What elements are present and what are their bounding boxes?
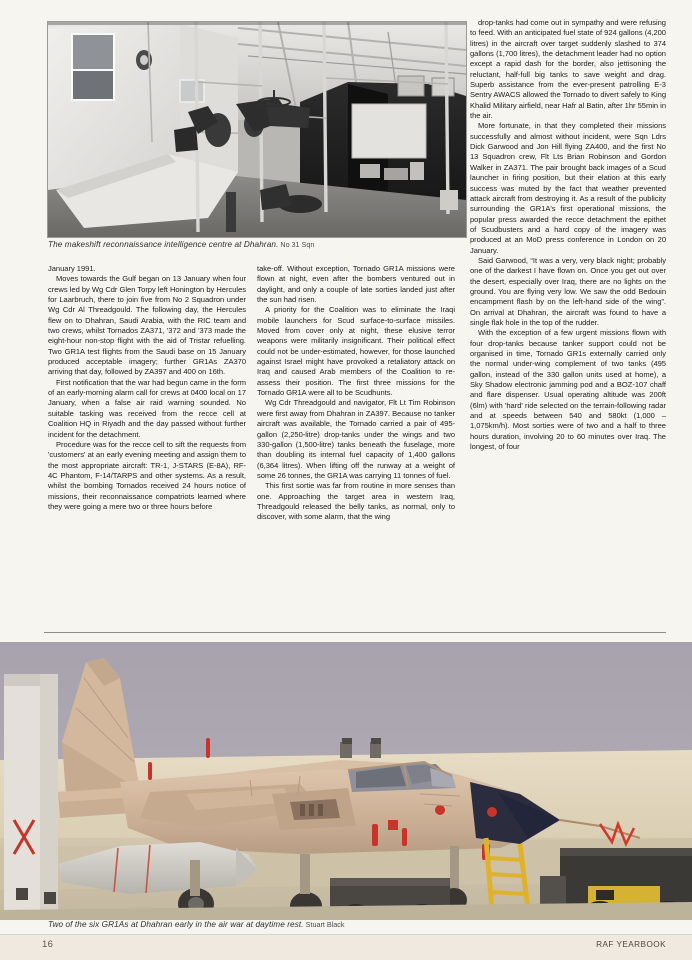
paragraph: More fortunate, in that they completed their missions successfully and almost without incident, were Sqn Ldrs Dick Garwood and Jon Hill flying ZA400, and the first No 13 Squadron crew, Flt Lts Brian Robinson and Gordon Walker in ZA371. The pair brought back images of a Scud launcher in firing position, but their elation at this early success was muted by the fact that weather prevented attack aircraft from destroying it. As a result of the publicity surrounding the GR1A's first operational missions, the popular press awarded the recce detachment the epithet of Scudbusters and a hard copy of the imagery was produced at an MoD press conference in London on 20 January. <box>470 121 666 255</box>
paragraph: take-off. Without exception, Tornado GR1A missions were flown at night, even after the bombers ventured out in daylight, and only a couple of late sorties landed just after the sun had risen. <box>257 264 455 305</box>
recce-centre-photo <box>47 21 467 238</box>
section-divider <box>44 632 666 633</box>
page-footer <box>0 934 692 960</box>
article-column-two <box>257 264 455 626</box>
top-caption-credit: No 31 Sqn <box>280 240 315 249</box>
paragraph: A priority for the Coalition was to eliminate the Iraqi mobile launchers for Scud surface-to-surface missiles. Moved from cover only at night, these elusive terror weapons were militarily insignificant. Their political effect could not be under-estimated, however, for those launched against Israel might have provoked a retaliatory attack on Iraq and caused Arab members of the Coalition to re-assess their position. The first three missions for the Tornado GR1A were all to be Scudhunts. <box>257 305 455 398</box>
paragraph: First notification that the war had begun came in the form of an early-morning alarm call for crews at 0400 local on 17 January, when a false air raid warning sounded. No suitable tasking was received from the recce cell at Coalition HQ in Riyadh and the day passed without further incident for the detachment. <box>48 377 246 439</box>
paragraph: Moves towards the Gulf began on 13 January when four crews led by Wg Cdr Glen Torpy left Honington by Hercules for Laarbruch, there to join five from No 2 Squadron under Wg Cdr Al Threadgould. The following day, the Hercules flew on to Dhahran, Saudi Arabia, with the RIC team and two crews, whilst Tornados ZA371, '372 and '373 made the eight-hour non-stop flight with the aid of Tristar refuelling. Two GR1A test flights from the Saudi base on 15 January produced acceptable imagery; further GR1As ZA370 arriving that day, followed by ZA397 and 400 on 16th. <box>48 274 246 377</box>
recce-centre-photo-image <box>48 22 466 237</box>
bottom-figure-caption <box>48 920 548 929</box>
paragraph: drop-tanks had come out in sympathy and were refusing to feed. With an anticipated fuel state of 924 gallons (4,200 litres) in the aircraft over target suddenly slashed to 374 gallons (1,700 litres), the detachment leader had no option except a rapid dash for the border, also jettisoning the reluctant, half-full big tanks to save weight and drag. Superb assistance from the ever-present patrolling E-3 Sentry AWACS allowed the Tornado to divert safely to King Khalid Military airfield, near Hafr al Batin, after 1hr 55min in the air. <box>470 18 666 121</box>
footer-divider <box>0 934 692 935</box>
tornado-gr1a-photo <box>0 642 692 920</box>
page-number: 16 <box>42 939 54 950</box>
article-column-three-spacer <box>466 264 662 626</box>
article-body <box>48 264 666 626</box>
publication-title: RAF YEARBOOK <box>596 940 666 949</box>
top-caption-text: The makeshift reconnaissance intelligence centre at Dhahran. <box>48 240 279 249</box>
article-column-one <box>48 264 246 626</box>
tornado-gr1a-photo-image <box>0 642 692 920</box>
paragraph: This first sortie was far from routine in more senses than one. Approaching the target area in western Iraq, Threadgould released the belly tanks, as normal, only to discover, with some alarm, that the wing <box>257 481 455 522</box>
paragraph: Said Garwood, “It was a very, very black night; probably one of the darkest I have flown on. Once you get out over the desert, especially over Iraq, there are no lights on the ground. You are flying very low. We saw the odd Bedouin encampment flash by on the left-hand side of the wing”. On arrival at Dhahran, the aircraft was found to have a single flak hole in the top of the rudder. <box>470 255 666 327</box>
bottom-caption-credit: Stuart Black <box>305 920 345 929</box>
bottom-caption-text: Two of the six GR1As at Dhahran early in the air war at daytime rest. <box>48 920 304 929</box>
top-figure-caption <box>48 240 468 249</box>
paragraph: Procedure was for the recce cell to sift the requests from 'customers' at an early evening meeting and assign them to the most appropriate aircraft: TR-1, J-STARS (E-8A), RF-4C Phantom, F-14/TARPS and other systems. As a result, whilst the bombing Tornados received 24 hours notice of missions, their reconnaissance compatriots learned where they were going a mere two or three hours before <box>48 439 246 511</box>
paragraph: January 1991. <box>48 264 96 273</box>
paragraph: With the exception of a few urgent missions flown with four drop-tanks because tanker support could not be organised in time, Tornado GR1s externally carried only the normal under-wing complement of two tanks (495 gallon, instead of the 330 gallon units used at home), a Sky Shadow electronic jamming pod and a BOZ-107 chaff and flare dispenser. Usual operating altitude was 200ft (6lm) with 'hard' ride selected on the terrain-following radar and at speeds between 540 and 580kt (1,000 – 1,075km/h). Most sorties were of two and a half to three hours duration, involving 20 to 60 minutes over Iraq. The longest, of four <box>470 328 666 452</box>
paragraph: Wg Cdr Threadgould and navigator, Flt Lt Tim Robinson were first away from Dhahran in ZA397. Because no tanker aircraft was available, the Tornado carried a pair of 495-gallon (2,250-litre) drop-tanks under the wings and two 330-gallon (1,500-litre) tanks beneath the fuselage, more than doubling its internal fuel capacity of 1,400 gallons (6,364 litres). When lifting off the runway at a weight of some 26 tonnes, the GR1A was carrying 11 tonnes of fuel. <box>257 398 455 480</box>
